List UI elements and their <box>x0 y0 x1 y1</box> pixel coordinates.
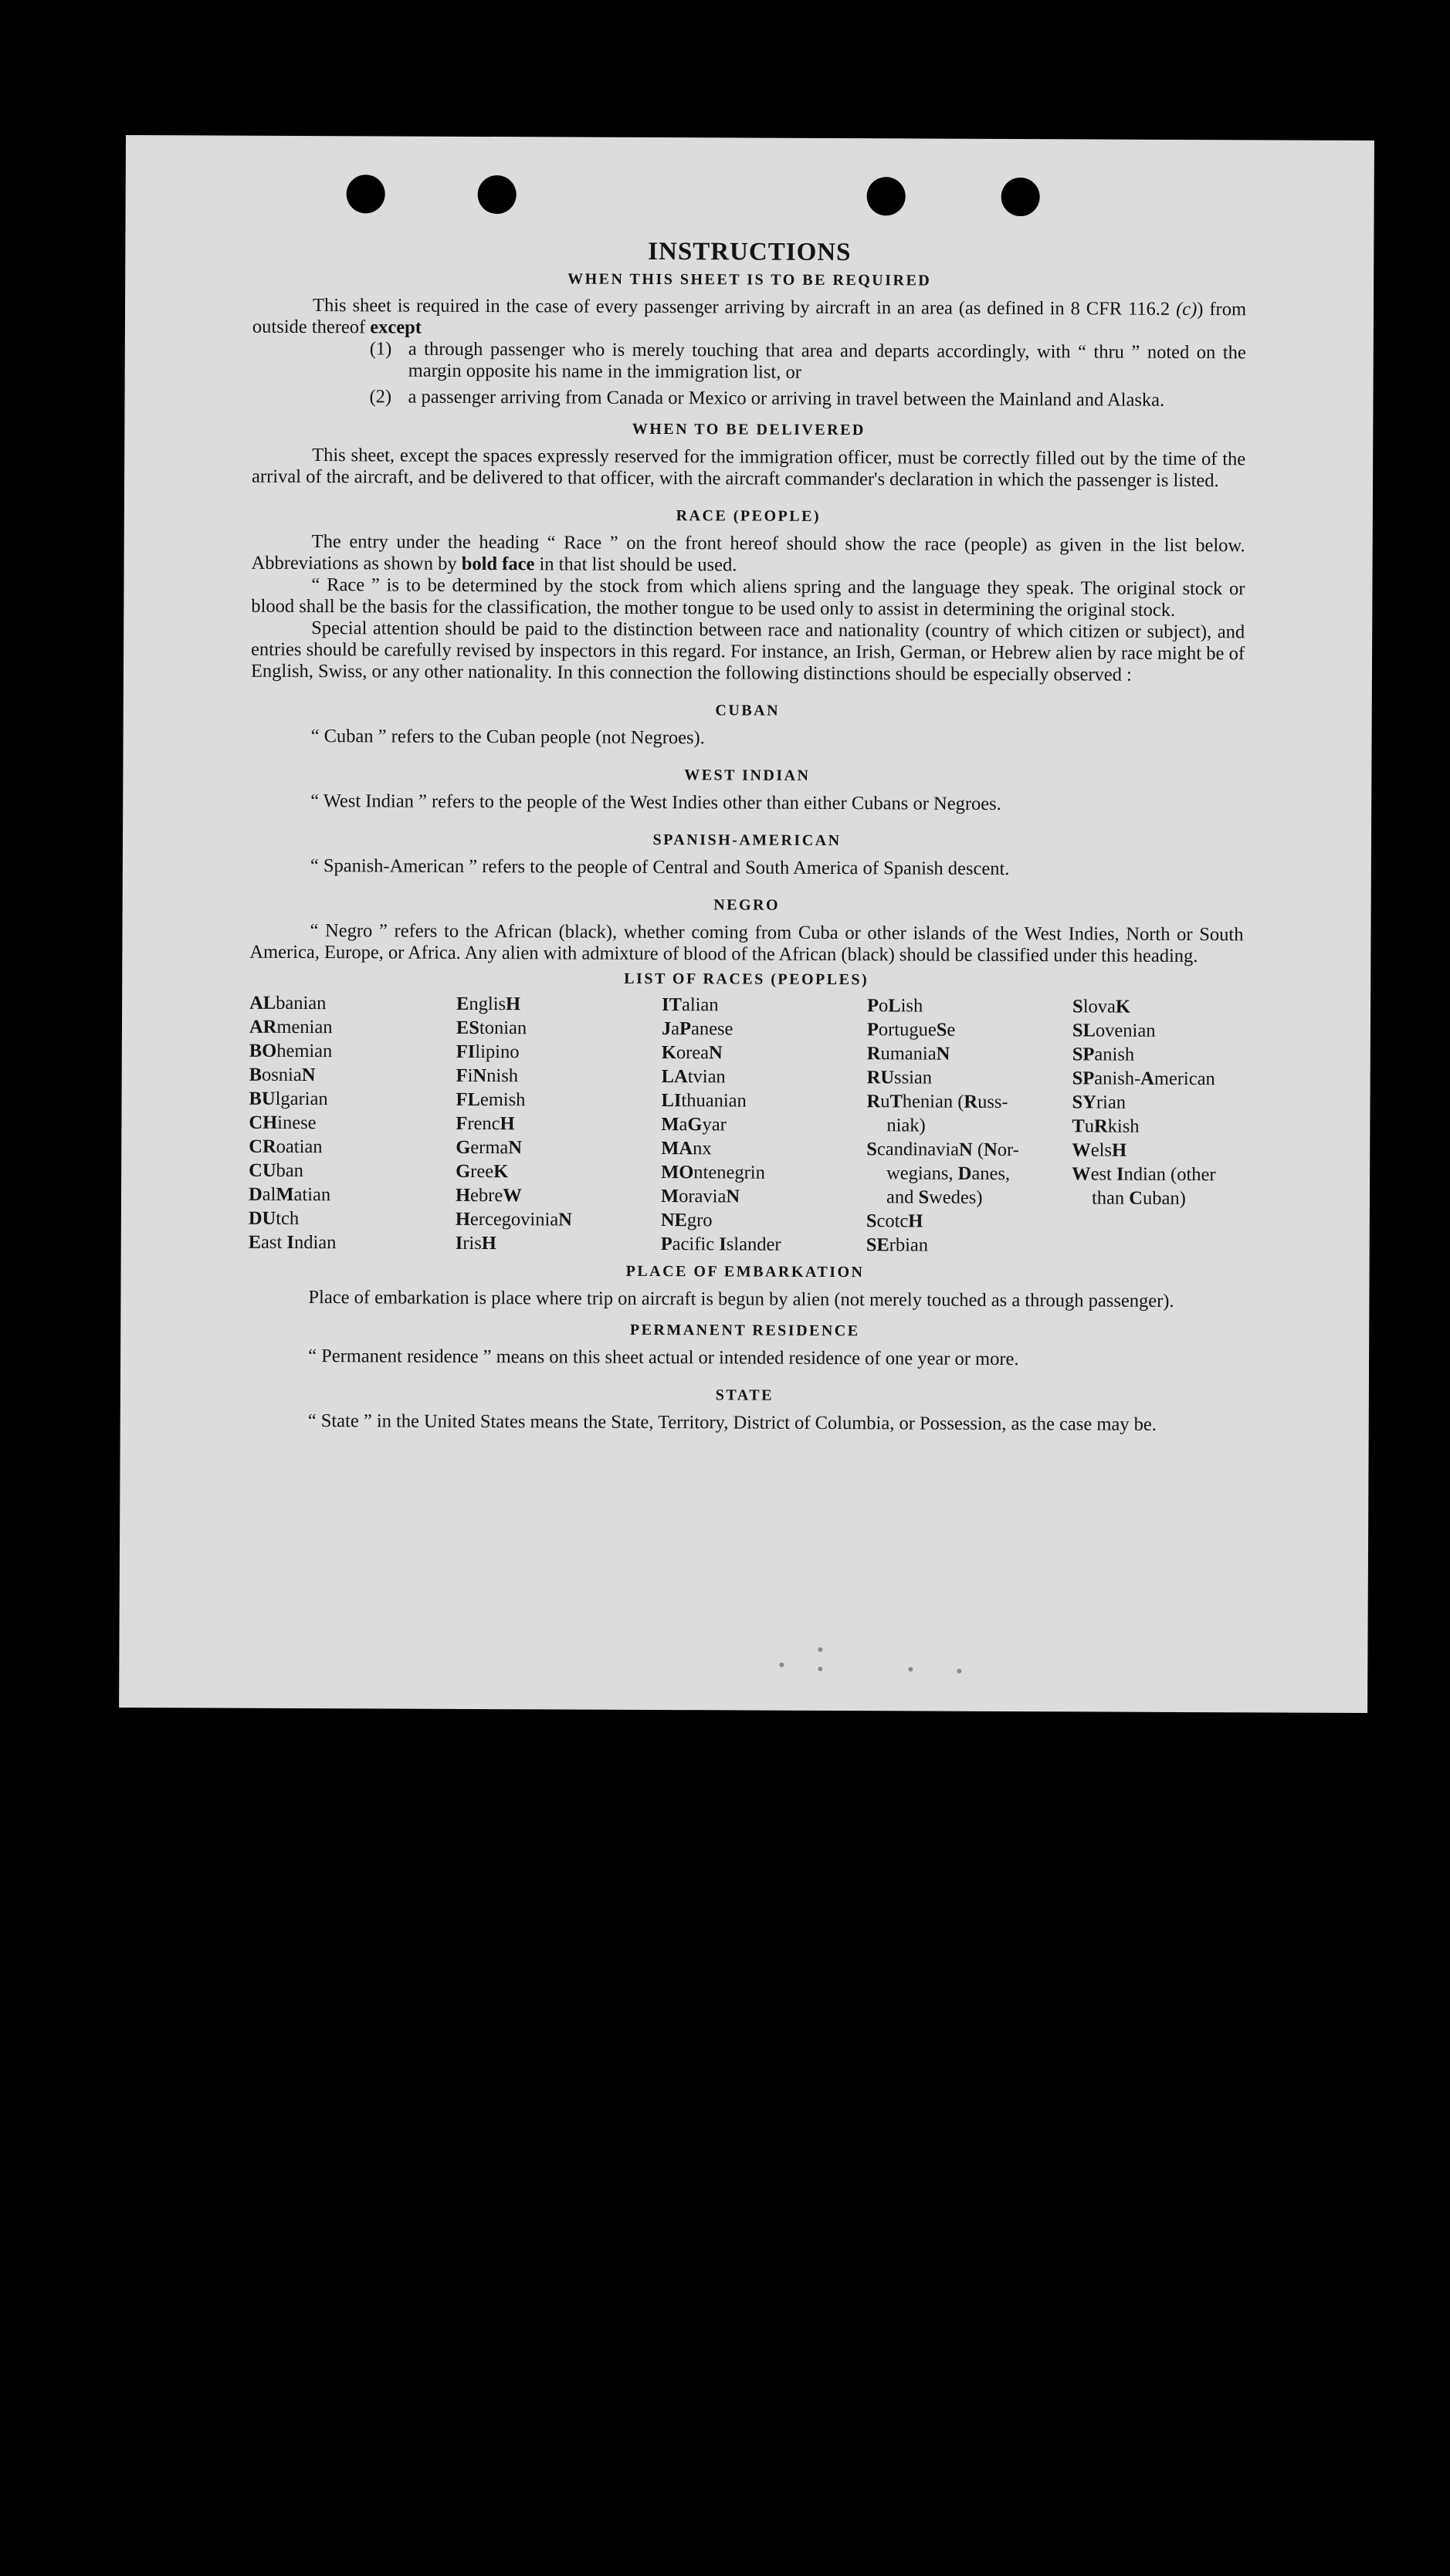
heading-list-of-races: LIST OF RACES (PEOPLES) <box>624 970 869 989</box>
scan-speck <box>957 1669 961 1674</box>
race-item: SYrian <box>1072 1092 1126 1113</box>
west-indian-paragraph: “ West Indian ” refers to the people of the West Indies other than either Cubans or Negroes. <box>310 790 1001 814</box>
race-item: NEgro <box>660 1210 713 1231</box>
instructions-content <box>248 235 1247 1437</box>
heading-delivered: WHEN TO BE DELIVERED <box>632 420 866 439</box>
heading-permanent-residence: PERMANENT RESIDENCE <box>629 1321 860 1340</box>
residence-paragraph: “ Permanent residence ” means on this sheet actual or intended residence of one year or more. <box>308 1346 1019 1370</box>
heading-race: RACE (PEOPLE) <box>676 507 822 525</box>
race-paragraph-1: The entry under the heading “ Race ” on the front hereof should show the race (people) as given in the list below. Abbreviations as shown by bold face in that list should be used. <box>251 531 1245 576</box>
race-item: RUssian <box>866 1067 933 1088</box>
race-item: RumaniaN <box>866 1043 950 1065</box>
punch-hole-4 <box>1001 178 1040 216</box>
race-item: than Cuban) <box>1091 1187 1186 1210</box>
race-item: CHinese <box>249 1112 317 1134</box>
race-item: PoLish <box>867 995 923 1017</box>
page-title: INSTRUCTIONS <box>648 237 852 267</box>
race-item: BOhemian <box>249 1040 333 1062</box>
races-column-5 <box>1072 994 1243 1258</box>
race-item: SlovaK <box>1072 996 1131 1017</box>
delivered-paragraph: This sheet, except the spaces expressly reserved for the immigration officer, must be correctly filled out by the time of the arrival of the aircraft, and be delivered to that officer, with the aircraft commander's declaration in which the passenger is listed. <box>252 445 1246 492</box>
exception-2: (2) a passenger arriving from Canada or Mexico or arriving in travel between the Mainland and Alaska. <box>369 386 1165 411</box>
state-paragraph: “ State ” in the United States means the State, Territory, District of Columbia, or Possession, as the case may be. <box>307 1410 1157 1435</box>
race-item: FiNnish <box>456 1065 519 1087</box>
race-item: BUlgarian <box>249 1088 328 1110</box>
race-item: ScandinaviaN (Nor- <box>866 1139 1019 1161</box>
race-item: IrisH <box>455 1232 496 1254</box>
race-item: West Indian (other <box>1072 1163 1216 1186</box>
punch-hole-2 <box>478 175 517 214</box>
cuban-paragraph: “ Cuban ” refers to the Cuban people (not Negroes). <box>310 726 705 749</box>
race-paragraph-3: Special attention should be paid to the distinction between race and nationality (country of which citizen or subject), and entries should be carefully revised by inspectors in this regard. For instance, an Irish, German, or Hebrew alien by race might be of English, Swiss, or any other nationality. In this connection the following distinctions should be especially observed : <box>250 618 1245 685</box>
negro-paragraph: “ Negro ” refers to the African (black), whether coming from Cuba or other islands of the West Indies, North or South America, Europe, or Africa. Any alien with admixture of blood of the African (black) should be classified under this heading. <box>249 920 1244 967</box>
race-item: JaPanese <box>661 1018 733 1040</box>
race-paragraph-2: “ Race ” is to be determined by the stock from which aliens spring and the language they speak. The original stock or blood shall be the basis for the classification, the mother tongue to be used only to assist in determining the original stock. <box>251 574 1245 621</box>
embarkation-paragraph: Place of embarkation is place where trip on aircraft is begun by alien (not merely touched as a through passenger). <box>308 1287 1174 1312</box>
race-item: KoreaN <box>661 1042 723 1064</box>
race-item: FrencH <box>456 1112 515 1135</box>
race-item: ALbanian <box>249 992 327 1014</box>
race-item: RuThenian (Russ- <box>866 1091 1008 1112</box>
heading-west-indian: WEST INDIAN <box>684 767 811 784</box>
race-item: HercegoviniaN <box>455 1208 572 1230</box>
required-paragraph: This sheet is required in the case of every passenger arriving by aircraft in an area (as defined in 8 CFR 116.2 (c)) from outside thereof except <box>252 295 1247 338</box>
race-item: Pacific Islander <box>660 1234 781 1255</box>
race-item: WelsH <box>1072 1139 1127 1161</box>
scan-speck <box>779 1663 784 1667</box>
race-item: niak) <box>886 1115 926 1136</box>
race-item: CUban <box>249 1159 303 1182</box>
heading-cuban: CUBAN <box>715 702 781 719</box>
races-column-4 <box>866 994 1072 1258</box>
heading-negro: NEGRO <box>713 896 781 914</box>
races-list <box>249 991 1243 1259</box>
exception-1: (1) a through passenger who is merely touching that area and departs accordingly, with “ thru ” noted on the margin opposite his name in the immigration list, or <box>369 338 1246 383</box>
race-item: LIthuanian <box>661 1090 747 1112</box>
spanish-american-paragraph: “ Spanish-American ” refers to the people of Central and South America of Spanish descent. <box>310 855 1010 880</box>
heading-embarkation: PLACE OF EMBARKATION <box>625 1262 865 1281</box>
race-item: GreeK <box>456 1160 509 1183</box>
race-item: BosniaN <box>249 1064 316 1086</box>
punch-hole-1 <box>347 174 385 213</box>
punch-hole-3 <box>867 177 906 215</box>
race-item: CRoatian <box>249 1136 323 1158</box>
race-item: ARmenian <box>249 1016 333 1038</box>
race-item: FIlipino <box>456 1041 520 1063</box>
race-item: GermaN <box>456 1136 523 1159</box>
race-item: East Indian <box>248 1231 337 1254</box>
race-item: DUtch <box>248 1207 300 1229</box>
heading-state: STATE <box>715 1386 774 1404</box>
race-item: SPanish-American <box>1072 1068 1215 1090</box>
scan-speck <box>818 1667 822 1671</box>
race-item: LAtvian <box>661 1066 726 1088</box>
races-column-1 <box>249 991 456 1255</box>
race-item: ITalian <box>662 994 719 1016</box>
races-column-2 <box>456 992 662 1256</box>
race-item: MAnx <box>661 1138 712 1159</box>
race-item: FLemish <box>456 1088 526 1111</box>
race-item: ScotcH <box>866 1210 923 1232</box>
race-item: TuRkish <box>1072 1115 1140 1137</box>
scan-speck <box>818 1647 822 1652</box>
race-item: HebreW <box>455 1184 522 1207</box>
race-item: PortugueSe <box>866 1019 956 1041</box>
race-item: DalMatian <box>248 1183 331 1206</box>
race-item: EnglisH <box>456 993 521 1015</box>
races-column-3 <box>661 993 867 1257</box>
race-item: MoraviaN <box>660 1186 740 1207</box>
race-item: EStonian <box>456 1017 527 1039</box>
race-item: and Swedes) <box>886 1186 983 1208</box>
race-item: SErbian <box>866 1234 929 1256</box>
heading-required: WHEN THIS SHEET IS TO BE REQUIRED <box>567 270 932 289</box>
race-item: MaGyar <box>661 1114 727 1136</box>
race-item: SPanish <box>1072 1044 1135 1065</box>
document-sheet <box>119 135 1374 1713</box>
heading-spanish-american: SPANISH-AMERICAN <box>652 831 842 850</box>
race-item: MOntenegrin <box>661 1162 765 1183</box>
scan-speck <box>908 1667 913 1671</box>
race-item: wegians, Danes, <box>886 1163 1011 1185</box>
race-item: SLovenian <box>1072 1020 1156 1041</box>
